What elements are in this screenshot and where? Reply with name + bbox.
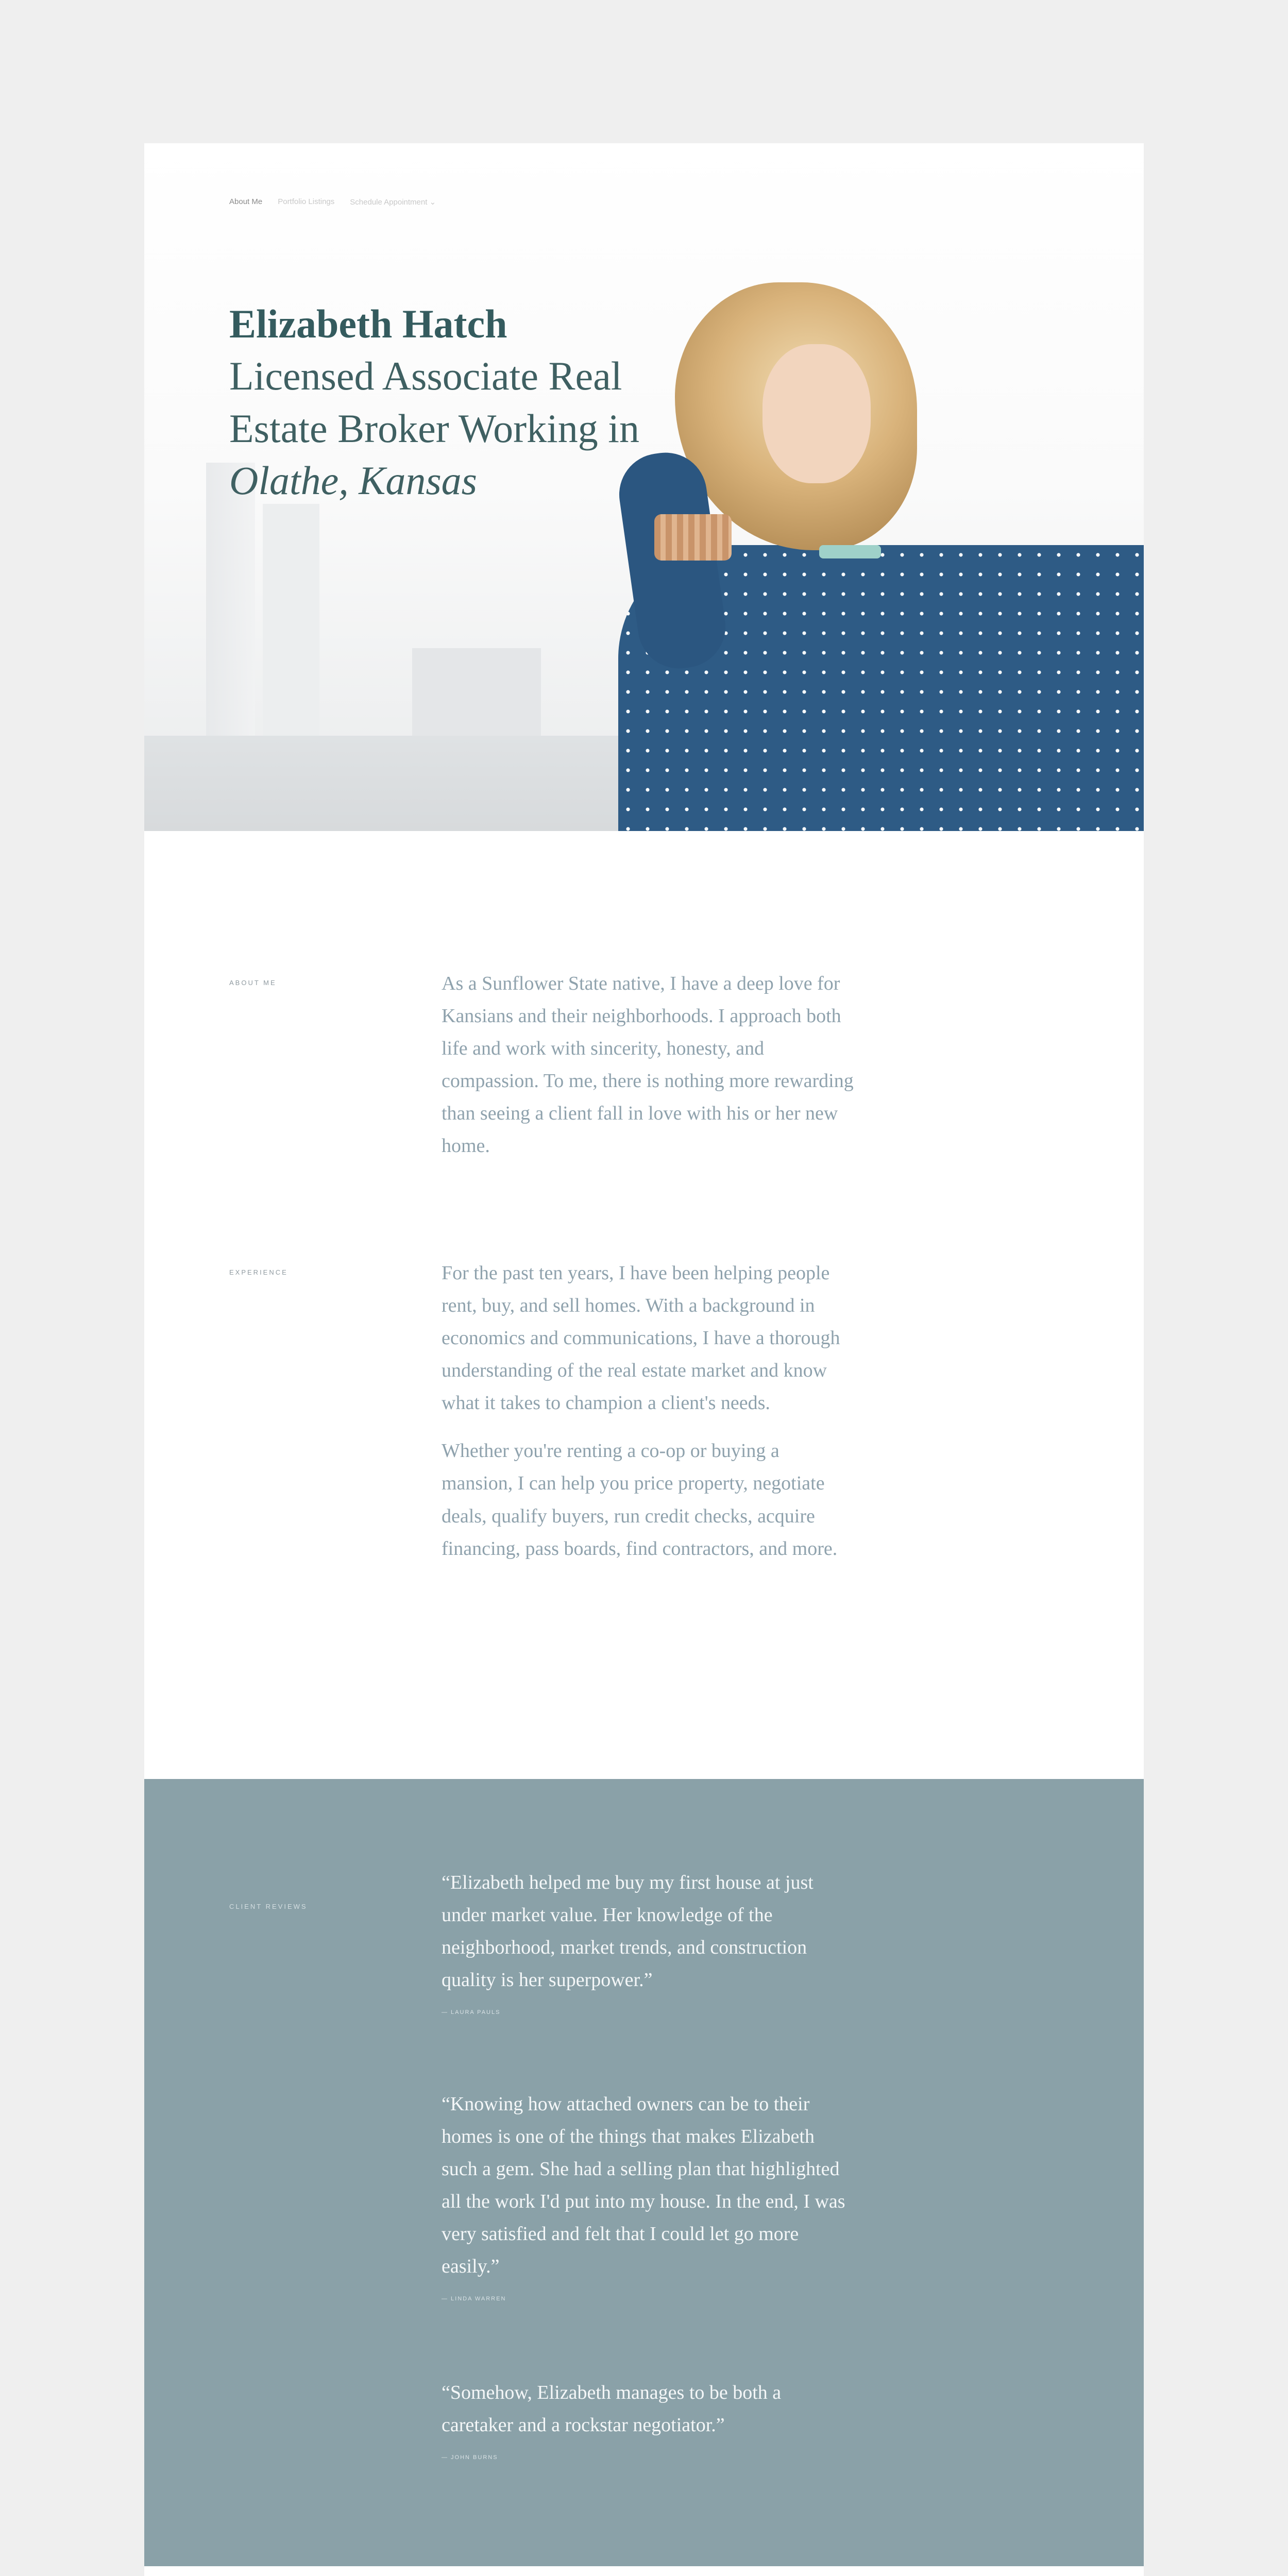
experience-text	[442, 1257, 854, 1581]
testimonials-section	[144, 1779, 1144, 2566]
testimonial-author: — JOHN BURNS	[442, 2454, 498, 2461]
hero-title	[229, 298, 703, 507]
testimonial-item	[442, 2088, 854, 2304]
hero-photo-necklace	[819, 545, 881, 558]
testimonial-quote: “Knowing how attached owners can be to their homes is one of the things that makes Elizabeth such a gem. She had a selling plan that highlighted all the work I'd put into my house. In the end, I was very satisfied and felt that I could let go more easily.”	[442, 2093, 845, 2278]
agent-name: Elizabeth Hatch	[229, 301, 507, 346]
experience-paragraph: Whether you're renting a co-op or buying a mansion, I can help you price property, negotiate deals, qualify buyers, run credit checks, acquire financing, pass boards, find contractors, and more.	[442, 1440, 838, 1560]
agent-role: Licensed Associate Real Estate Broker Working in	[229, 353, 639, 451]
agent-location: Olathe, Kansas	[229, 458, 478, 503]
testimonial-quote: “Somehow, Elizabeth manages to be both a caretaker and a rockstar negotiator.”	[442, 2382, 782, 2436]
nav-item-schedule[interactable]	[350, 197, 436, 207]
about-paragraph: As a Sunflower State native, I have a deep love for Kansians and their neighborhoods. I approach both life and work with sincerity, honesty, and compassion. To me, there is nothing more rewarding than seeing a client fall in love with his or her new home.	[442, 973, 854, 1157]
testimonial-quote: “Elizabeth helped me buy my first house at just under market value. Her knowledge of the neighborhood, market trends, and construction quality is her superpower.”	[442, 1872, 814, 1991]
testimonials-label: CLIENT REVIEWS	[229, 1903, 308, 1910]
testimonial-item	[442, 1867, 854, 2018]
hero-photo-bracelets	[654, 514, 732, 561]
testimonial-author: — LAURA PAULS	[442, 2009, 501, 2016]
experience-label: EXPERIENCE	[229, 1268, 288, 1276]
testimonial-author: — LINDA WARREN	[442, 2296, 506, 2302]
about-text	[442, 968, 854, 1178]
about-label: ABOUT ME	[229, 979, 277, 987]
hero-section	[144, 143, 1144, 831]
testimonial-item	[442, 2377, 854, 2462]
main-nav	[229, 197, 436, 207]
experience-paragraph: For the past ten years, I have been helping people rent, buy, and sell homes. With a background in economics and communications, I have a thorough understanding of the real estate market and know what it takes to champion a client's needs.	[442, 1262, 840, 1414]
nav-item-portfolio[interactable]: Portfolio Listings	[278, 197, 335, 206]
nav-item-about[interactable]: About Me	[229, 197, 263, 206]
nav-item-schedule-label: Schedule Appointment	[350, 198, 428, 207]
chevron-down-icon: ⌄	[429, 198, 436, 207]
page-card	[144, 143, 1144, 2576]
hero-photo-face	[762, 344, 871, 483]
